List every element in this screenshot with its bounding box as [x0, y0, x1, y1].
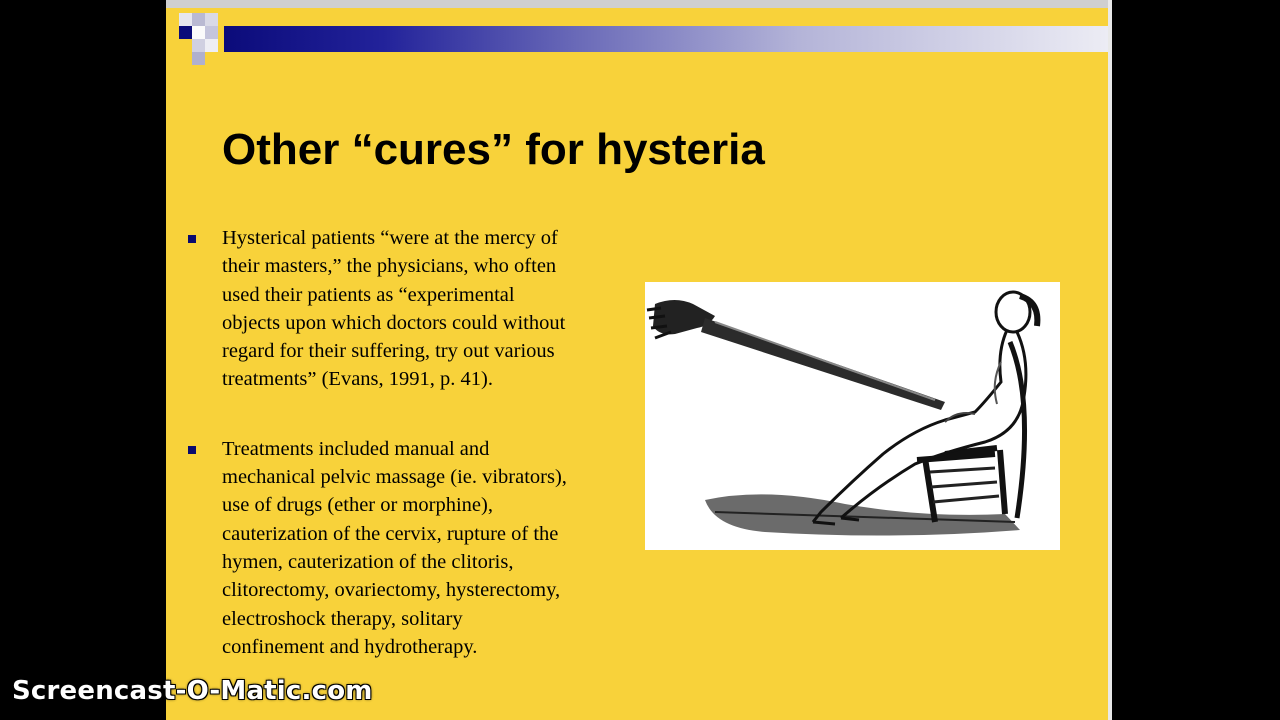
screencast-watermark: Screencast-O-Matic.com — [12, 676, 373, 706]
square-bullet-icon — [188, 235, 196, 243]
square-bullet-icon — [188, 446, 196, 454]
deco-square — [192, 26, 205, 39]
bullet-list — [186, 224, 626, 661]
bullet-item — [186, 435, 626, 661]
header-gradient-banner — [224, 26, 1108, 52]
deco-square — [192, 39, 205, 52]
engraving-image — [645, 282, 1060, 550]
douche-engraving-illustration — [645, 282, 1060, 550]
slide-right-edge — [1108, 0, 1112, 720]
deco-square — [205, 26, 218, 39]
bullet-text: Treatments included manual and mechanical pelvic massage (ie. vibrators), use of drugs (ether or morphine), cauterization of the cervix, rupture of the hymen, cauterization of the clitoris, clitorectomy, ovariectomy, hysterectomy, electroshock therapy, solitary confinement and hydrotherapy. — [222, 437, 567, 658]
bullet-text: Hysterical patients “were at the mercy of their masters,” the physicians, who often used their patients as “experimental objects upon which doctors could without regard for their suffering, try out various treatments” (Evans, 1991, p. 41). — [222, 227, 566, 391]
slide-top-border — [166, 0, 1112, 8]
deco-square — [205, 39, 218, 52]
deco-square — [192, 13, 205, 26]
slide-title: Other “cures” for hysteria — [222, 125, 765, 174]
deco-square — [192, 52, 205, 65]
deco-square — [179, 26, 192, 39]
bullet-item — [186, 224, 626, 394]
presentation-slide — [166, 0, 1112, 720]
deco-square — [205, 13, 218, 26]
deco-square — [179, 13, 192, 26]
